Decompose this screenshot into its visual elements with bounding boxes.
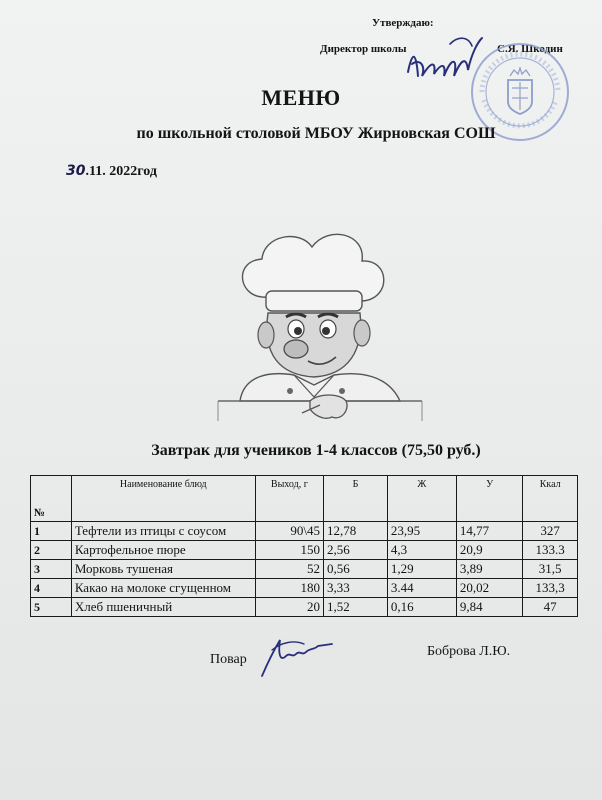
cook-name: Боброва Л.Ю. xyxy=(427,644,511,659)
row-kcal: 47 xyxy=(523,598,578,617)
row-num: 4 xyxy=(31,579,72,598)
row-kcal: 133.3 xyxy=(523,541,578,560)
row-u: 20,02 xyxy=(456,579,522,598)
header-name: Наименование блюд xyxy=(71,476,255,522)
director-label: Директор школы xyxy=(320,43,407,55)
approval-label: Утверждаю: xyxy=(372,17,434,29)
row-b: 3,33 xyxy=(324,579,388,598)
row-num: 3 xyxy=(31,560,72,579)
table-row xyxy=(31,579,578,598)
row-name: Хлеб пшеничный xyxy=(71,598,255,617)
chef-cartoon-icon xyxy=(210,225,430,425)
table-row xyxy=(31,598,578,617)
header-output: Выход, г xyxy=(255,476,323,522)
row-zh: 4,3 xyxy=(387,541,456,560)
row-b: 2,56 xyxy=(324,541,388,560)
table-header-row xyxy=(31,476,578,522)
row-num: 1 xyxy=(31,522,72,541)
row-output: 180 xyxy=(255,579,323,598)
cook-signature-icon xyxy=(258,632,338,680)
row-num: 5 xyxy=(31,598,72,617)
row-num: 2 xyxy=(31,541,72,560)
row-kcal: 327 xyxy=(523,522,578,541)
row-zh: 1,29 xyxy=(387,560,456,579)
header-u: У xyxy=(456,476,522,522)
page-title: МЕНЮ xyxy=(261,85,341,110)
row-name: Картофельное пюре xyxy=(71,541,255,560)
row-output: 90\45 xyxy=(255,522,323,541)
table-row xyxy=(31,522,578,541)
row-output: 20 xyxy=(255,598,323,617)
row-kcal: 133,3 xyxy=(523,579,578,598)
menu-date xyxy=(66,163,157,180)
director-name: С.Я. Шкодин xyxy=(497,43,563,55)
row-u: 14,77 xyxy=(456,522,522,541)
page-subtitle: по школьной столовой МБОУ Жирновская СОШ xyxy=(136,125,496,142)
row-b: 1,52 xyxy=(324,598,388,617)
date-rest: .11. 2022год xyxy=(85,164,157,179)
row-zh: 3.44 xyxy=(387,579,456,598)
row-zh: 0,16 xyxy=(387,598,456,617)
row-u: 9,84 xyxy=(456,598,522,617)
row-kcal: 31,5 xyxy=(523,560,578,579)
date-day: 30 xyxy=(66,163,86,179)
meal-title: Завтрак для учеников 1-4 классов (75,50 руб.) xyxy=(151,442,481,459)
row-name: Морковь тушеная xyxy=(71,560,255,579)
row-b: 0,56 xyxy=(324,560,388,579)
row-u: 20,9 xyxy=(456,541,522,560)
row-u: 3,89 xyxy=(456,560,522,579)
row-b: 12,78 xyxy=(324,522,388,541)
row-output: 52 xyxy=(255,560,323,579)
row-output: 150 xyxy=(255,541,323,560)
menu-table xyxy=(30,475,578,617)
header-num: № xyxy=(31,476,72,522)
header-zh: Ж xyxy=(387,476,456,522)
header-b: Б xyxy=(324,476,388,522)
row-name: Какао на молоке сгущенном xyxy=(71,579,255,598)
row-zh: 23,95 xyxy=(387,522,456,541)
row-name: Тефтели из птицы с соусом xyxy=(71,522,255,541)
cook-label: Повар xyxy=(210,652,247,667)
header-kcal: Ккал xyxy=(523,476,578,522)
table-row xyxy=(31,560,578,579)
table-row xyxy=(31,541,578,560)
